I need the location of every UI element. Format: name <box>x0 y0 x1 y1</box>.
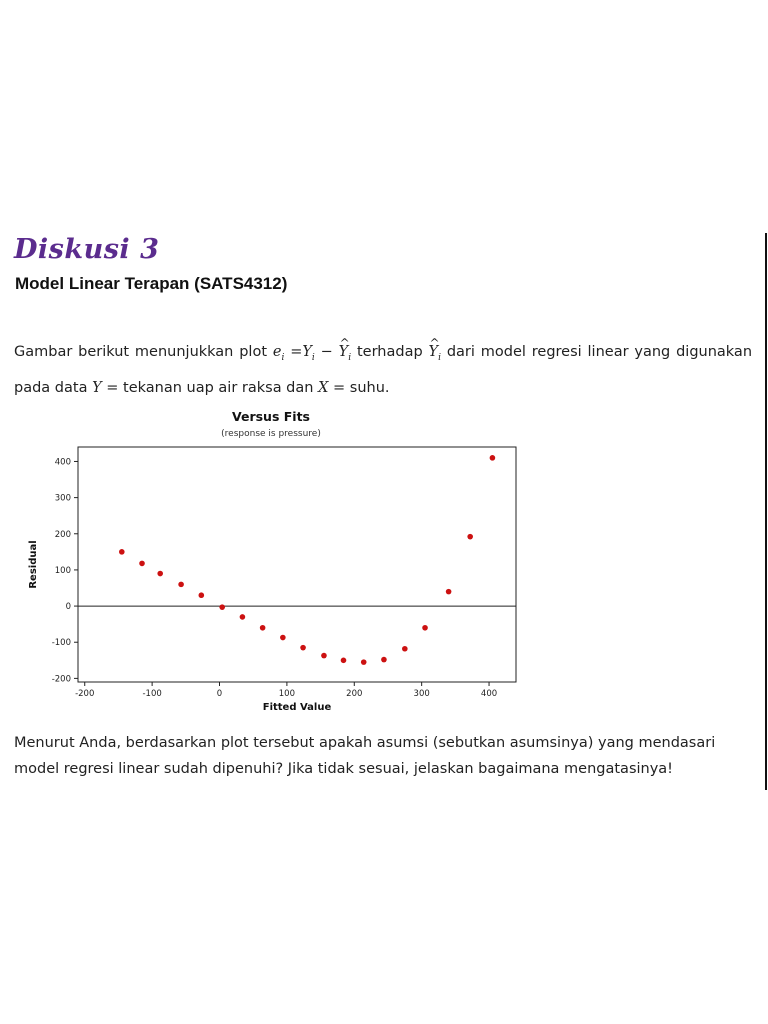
y-symbol: Y <box>92 379 102 396</box>
residual-formula: $e_i =Y_i$ − ^ $Y_i$ <box>273 344 351 360</box>
question-line-2: model regresi linear sudah dipenuhi? Jika tidak sesuai, jelaskan bagaimana mengatasinya! <box>14 761 673 777</box>
x-tick-label: -100 <box>142 689 162 699</box>
y-tick-label: -100 <box>51 638 71 649</box>
intro-text-1: Gambar berikut menunjukkan plot <box>14 344 273 360</box>
y-tick-label: -200 <box>51 674 71 685</box>
page-right-rule <box>765 233 767 790</box>
x-tick-label: 400 <box>480 689 498 699</box>
intro-text-4: = tekanan uap air raksa dan <box>106 379 319 396</box>
x-axis-label: Fitted Value <box>262 702 332 713</box>
chart-title: Versus Fits <box>231 409 311 424</box>
x-tick-label: -200 <box>75 689 95 699</box>
residual-vs-fits-chart <box>20 405 530 720</box>
x-tick-label: 300 <box>413 689 430 699</box>
y-tick-label: 200 <box>54 529 71 540</box>
intro-text-5: = suhu. <box>333 379 390 396</box>
x-symbol: X <box>318 379 329 396</box>
discussion-title: Diskusi 3 <box>14 234 160 265</box>
data-point <box>422 625 428 631</box>
data-point <box>300 645 306 651</box>
x-tick-label: 100 <box>278 689 296 699</box>
data-point <box>446 589 452 595</box>
y-tick-label: 0 <box>65 602 71 613</box>
data-point <box>178 582 184 588</box>
intro-text-2: terhadap <box>356 344 429 360</box>
data-point <box>321 653 327 659</box>
course-title: Model Linear Terapan (SATS4312) <box>15 274 288 293</box>
x-tick-label: 200 <box>346 689 363 699</box>
intro-text-3: dari model regresi linear yang digunakan pada data <box>14 344 753 396</box>
data-point <box>199 592 205 598</box>
data-point <box>139 561 145 567</box>
data-point <box>240 614 246 620</box>
data-point <box>490 455 496 461</box>
y-axis-label: Residual <box>28 540 39 589</box>
data-point <box>341 658 347 664</box>
y-tick-label: 300 <box>54 493 71 504</box>
question-paragraph <box>14 730 752 782</box>
data-point <box>260 625 266 631</box>
question-line-1: Menurut Anda, berdasarkan plot tersebut apakah asumsi (sebutkan asumsinya) yang mendasari <box>14 735 716 751</box>
data-point <box>402 646 408 652</box>
data-point <box>219 604 225 610</box>
intro-paragraph <box>14 337 752 403</box>
data-point <box>361 659 367 665</box>
data-point <box>157 571 163 577</box>
data-point <box>381 657 387 663</box>
data-point <box>119 549 125 555</box>
y-tick-label: 100 <box>54 565 71 576</box>
data-point <box>467 534 473 540</box>
data-point <box>280 635 286 641</box>
y-tick-label: 400 <box>54 457 71 468</box>
fitted-symbol: ^ $Y_i$ <box>429 344 441 360</box>
chart-subtitle: (response is pressure) <box>221 429 321 439</box>
x-tick-label: 0 <box>216 689 223 699</box>
